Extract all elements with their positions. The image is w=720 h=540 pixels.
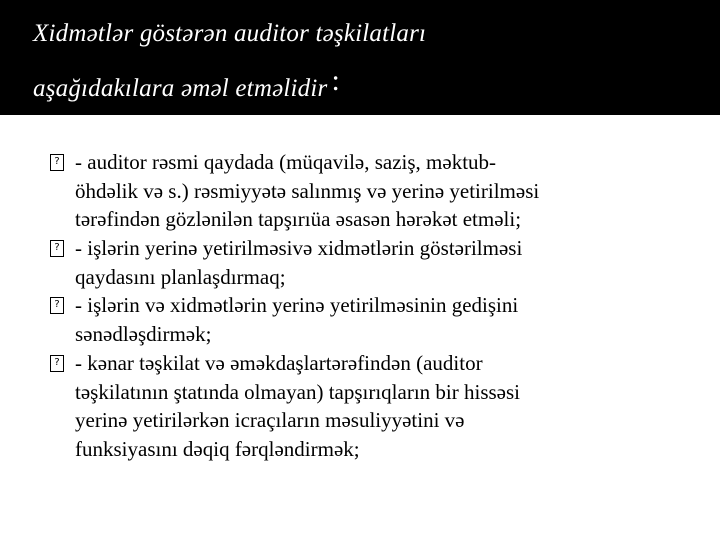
bullet-1-line-2: öhdəlik və s.) rəsmiyyətə salınmış və yerinə yetirilməsi [75,179,540,203]
bullet-3-line-1: - işlərin və xidmətlərin yerinə yetirilməsinin gedişini [75,293,519,317]
square-bullet-icon: ? [50,240,64,257]
bullet-4-line-2: təşkilatının ştatında olmayan) tapşırıqların bir hissəsi [75,380,520,404]
slide-title-line-1: Xidmətlər göstərən auditor təşkilatları [33,20,427,47]
square-bullet-icon: ? [50,297,64,314]
square-bullet-icon: ? [50,154,64,171]
bullet-1-line-1: - auditor rəsmi qaydada (müqavilə, saziş, məktub- [75,150,497,174]
bullet-4-line-4: funksiyasını dəqiq fərqləndirmək; [75,437,360,461]
bullet-4-line-1: - kənar təşkilat və əməkdaşlartərəfindən (auditor [75,351,483,375]
bullet-2-line-2: qaydasını planlaşdırmaq; [75,265,286,289]
bullet-1-line-3: tərəfindən gözlənilən tapşırıüa əsasən hərəkət etməli; [75,207,522,231]
slide-title-line-2-text: aşağıdakılara əməl etməlidir [33,75,328,102]
bullet-3-line-2: sənədləşdirmək; [75,322,212,346]
bullet-4-line-3: yerinə yetirilərkən icraçıların məsuliyyətini və [75,408,465,432]
slide-title-colon: : [331,64,340,97]
bullet-2-line-1: - işlərin yerinə yetirilməsivə xidmətlərin göstərilməsi [75,236,523,260]
square-bullet-icon: ? [50,355,64,372]
